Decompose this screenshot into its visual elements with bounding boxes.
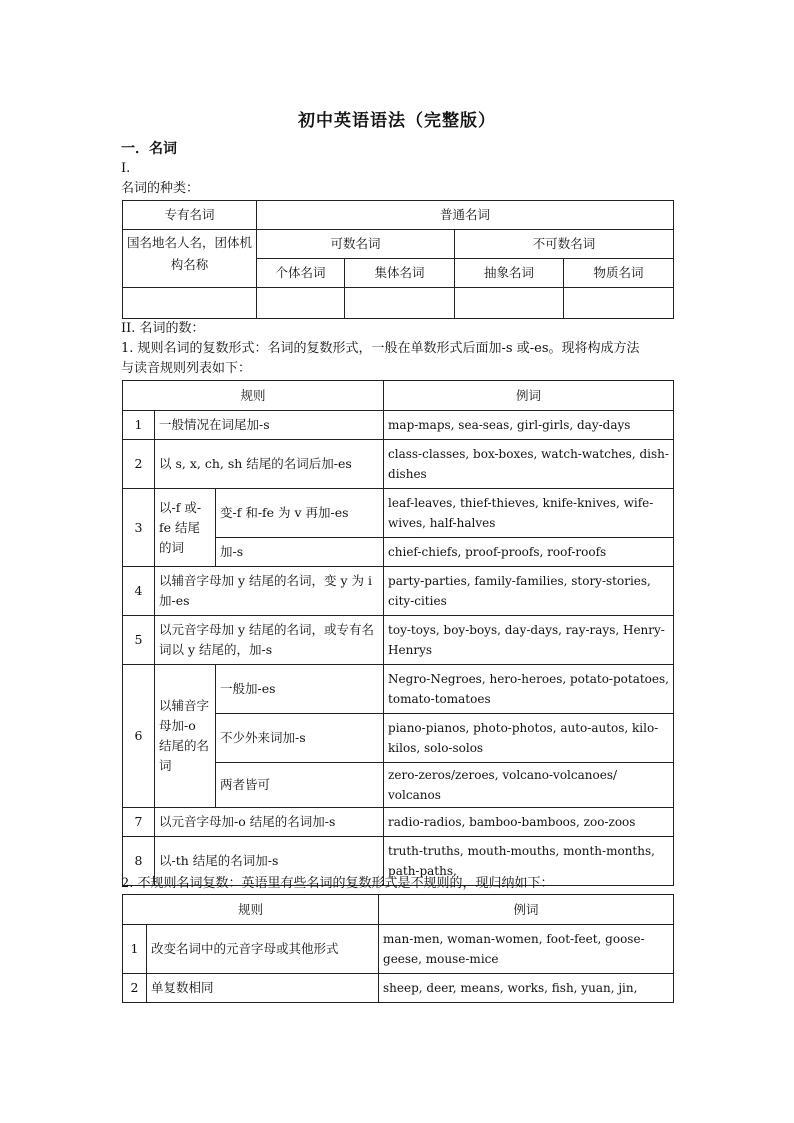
row-number: 5 (123, 616, 155, 665)
row-number: 4 (123, 567, 155, 616)
empty-cell (123, 288, 257, 319)
rule-group-cell: 以辅音字母加-o 结尾的名词 (155, 665, 216, 808)
proper-noun-header: 专有名词 (123, 201, 257, 230)
section-heading-noun-number: II. 名词的数： (121, 321, 205, 336)
example-cell: chief-chiefs, proof-proofs, roof-roofs (384, 538, 674, 567)
individual-noun-header: 个体名词 (257, 259, 345, 288)
section-heading-nouns: 一．名词 (121, 141, 177, 157)
example-cell: Negro-Negroes, hero-heroes, potato-potatoes, tomato-tomatoes (384, 665, 674, 714)
example-cell: toy-toys, boy-boys, day-days, ray-rays, Henry-Henrys (384, 616, 674, 665)
rule-column-header: 规则 (123, 895, 379, 925)
proper-noun-description: 国名地名人名，团体机构名称 (123, 230, 257, 288)
rule-cell: 一般情况在词尾加-s (155, 411, 384, 440)
regular-plural-intro-line2: 与读音规则列表如下： (121, 361, 252, 376)
rule-cell: 以-th 结尾的名词加-s (155, 837, 384, 886)
example-cell: sheep, deer, means, works, fish, yuan, jin, (379, 974, 674, 1003)
rule-cell: 以辅音字母加 y 结尾的名词，变 y 为 i 加-es (155, 567, 384, 616)
noun-kinds-label: 名词的种类： (121, 181, 200, 196)
rule-cell: 以元音字母加-o 结尾的名词加-s (155, 808, 384, 837)
row-number: 6 (123, 665, 155, 808)
example-cell: piano-pianos, photo-photos, auto-autos, kilo-kilos, solo-solos (384, 714, 674, 763)
example-column-header: 例词 (379, 895, 674, 925)
noun-kinds-table (122, 200, 674, 319)
empty-cell (257, 288, 345, 319)
sub-rule-cell: 一般加-es (216, 665, 384, 714)
example-cell: party-parties, family-families, story-stories, city-cities (384, 567, 674, 616)
example-cell: map-maps, sea-seas, girl-girls, day-days (384, 411, 674, 440)
irregular-plural-table (122, 894, 674, 1003)
row-number: 2 (123, 974, 147, 1003)
sub-rule-cell: 加-s (216, 538, 384, 567)
example-cell: radio-radios, bamboo-bamboos, zoo-zoos (384, 808, 674, 837)
example-column-header: 例词 (384, 381, 674, 411)
rule-cell: 以元音字母加 y 结尾的名词，或专有名词以 y 结尾的，加-s (155, 616, 384, 665)
countable-noun-header: 可数名词 (257, 230, 455, 259)
irregular-plural-intro: 2. 不规则名词复数：英语里有些名词的复数形式是不规则的，现归纳如下： (121, 876, 554, 891)
rule-cell: 改变名词中的元音字母或其他形式 (147, 925, 379, 974)
row-number: 2 (123, 440, 155, 489)
regular-plural-table (122, 380, 674, 886)
collective-noun-header: 集体名词 (345, 259, 455, 288)
regular-plural-intro-line1: 1. 规则名词的复数形式：名词的复数形式，一般在单数形式后面加-s 或-es。现将构成方法 (121, 341, 640, 356)
sub-rule-cell: 两者皆可 (216, 763, 384, 808)
row-number: 8 (123, 837, 155, 886)
abstract-noun-header: 抽象名词 (455, 259, 564, 288)
uncountable-noun-header: 不可数名词 (455, 230, 674, 259)
example-cell: zero-zeros/zeroes, volcano-volcanoes/ volcanos (384, 763, 674, 808)
example-cell: man-men, woman-women, foot-feet, goose-geese, mouse-mice (379, 925, 674, 974)
example-cell: class-classes, box-boxes, watch-watches, dish-dishes (384, 440, 674, 489)
row-number: 1 (123, 411, 155, 440)
empty-cell (455, 288, 564, 319)
sub-rule-cell: 不少外来词加-s (216, 714, 384, 763)
row-number: 1 (123, 925, 147, 974)
rule-group-cell: 以-f 或-fe 结尾的词 (155, 489, 216, 567)
empty-cell (345, 288, 455, 319)
row-number: 3 (123, 489, 155, 567)
material-noun-header: 物质名词 (564, 259, 674, 288)
document-title: 初中英语语法（完整版） (298, 111, 496, 131)
rule-cell: 以 s, x, ch, sh 结尾的名词后加-es (155, 440, 384, 489)
example-cell: leaf-leaves, thief-thieves, knife-knives, wife-wives, half-halves (384, 489, 674, 538)
roman-numeral-one: I. (121, 161, 131, 176)
rule-column-header: 规则 (123, 381, 384, 411)
example-cell: truth-truths, mouth-mouths, month-months, path-paths, (384, 837, 674, 886)
row-number: 7 (123, 808, 155, 837)
empty-cell (564, 288, 674, 319)
rule-cell: 单复数相同 (147, 974, 379, 1003)
common-noun-header: 普通名词 (257, 201, 674, 230)
sub-rule-cell: 变-f 和-fe 为 v 再加-es (216, 489, 384, 538)
